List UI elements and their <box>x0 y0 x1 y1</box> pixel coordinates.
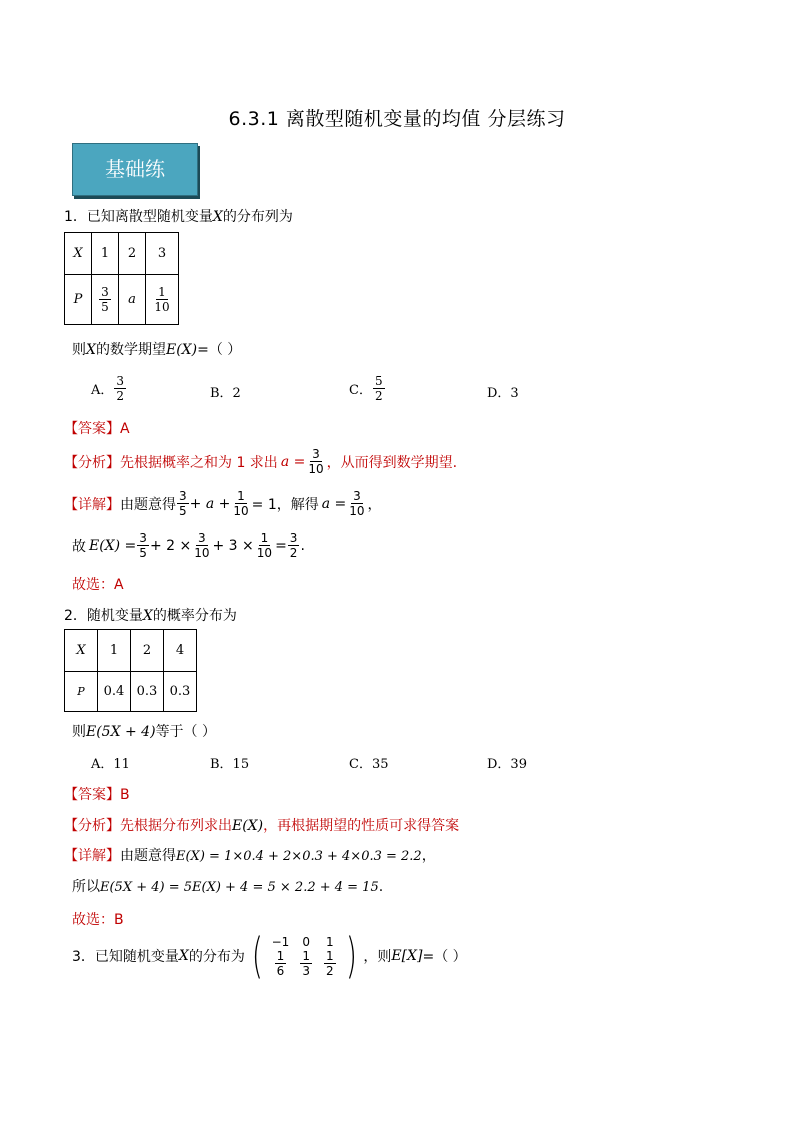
fraction <box>255 531 274 560</box>
q1-analysis <box>64 447 457 476</box>
detail-expr: a = <box>321 495 347 512</box>
q2-table-row-x <box>65 630 197 672</box>
q3-stem <box>72 928 467 984</box>
denominator: 6 <box>276 963 285 978</box>
q1-stem-var: X <box>212 209 223 225</box>
denominator: 10 <box>308 462 324 476</box>
detail-expr: E(X) = 1×0.4 + 2×0.3 + 4×0.3 = 2.2 <box>176 849 422 864</box>
calc-end: . <box>300 537 305 554</box>
q2-cell-p3: 0.3 <box>164 672 197 712</box>
fraction <box>288 531 300 560</box>
denominator: 2 <box>325 963 334 978</box>
matrix-row-values <box>267 935 342 949</box>
q2-stem-prefix: 2．随机变量 <box>64 608 143 624</box>
q1-table-row-p <box>65 275 179 325</box>
numerator: 3 <box>198 531 206 545</box>
q2-option-c[interactable]: C．35 <box>349 757 389 772</box>
left-paren: ( <box>251 928 263 984</box>
fraction <box>192 531 211 560</box>
calc-expr: = <box>275 537 287 554</box>
matrix-cell <box>294 949 318 978</box>
matrix-cell: −1 <box>271 934 290 949</box>
analysis-suffix: ，再根据期望的性质可求得答案 <box>263 818 460 834</box>
q1-ask-mid: 的数学期望 <box>95 342 166 358</box>
detail-text: 由题意得 <box>120 496 176 513</box>
q3-stem-suffix: =（ ） <box>422 949 467 965</box>
numerator: 3 <box>179 489 187 503</box>
q1-answer <box>64 418 130 438</box>
q1-option-b[interactable]: B．2 <box>210 386 241 401</box>
option-label: C． <box>349 383 372 398</box>
calc-expr: E(5X + 4) = 5E(X) + 4 = 5 × 2.2 + 4 = 15 <box>100 880 379 895</box>
fraction <box>177 489 189 518</box>
q2-cell-x3: 4 <box>164 630 197 672</box>
q2-ask-suffix: 等于（ ） <box>155 724 217 740</box>
analysis-suffix: ，从而得到数学期望. <box>326 454 458 471</box>
numerator: 1 <box>237 489 245 503</box>
fraction <box>347 489 366 518</box>
q2-ask-expr: E(5X + 4) <box>86 724 156 740</box>
q1-cell-x2: 2 <box>119 233 146 275</box>
q2-cell-p: P <box>65 672 98 712</box>
q1-ask-var: X <box>86 342 96 358</box>
q1-option-a[interactable] <box>91 374 127 403</box>
q2-stem <box>64 605 237 625</box>
detail-expr: = 1，解得 <box>251 496 319 513</box>
denominator: 5 <box>139 546 147 560</box>
analysis-text: 先根据概率之和为 1 求出 <box>120 454 278 471</box>
answer-value: A <box>120 421 130 437</box>
q1-choose: 故选：A <box>72 577 124 593</box>
q2-calc <box>72 876 383 896</box>
denominator: 10 <box>154 300 170 314</box>
fraction <box>373 374 385 403</box>
detail-text: 由题意得 <box>120 848 176 864</box>
q2-option-b[interactable]: B．15 <box>210 757 250 772</box>
q1-ask-expr: E(X) <box>165 342 198 358</box>
page-title: 6.3.1 离散型随机变量的均值 分层练习 <box>228 108 566 130</box>
q3-stem-after: ，则 <box>363 949 392 965</box>
denominator: 2 <box>289 546 298 560</box>
calc-prefix: 所以 <box>72 879 100 895</box>
calc-prefix: 故 <box>72 538 86 555</box>
q1-cell-p2: a <box>119 275 146 325</box>
q1-cell-p: P <box>65 275 92 325</box>
section-banner: 基础练 <box>72 143 198 196</box>
detail-tag: 【详解】 <box>64 848 120 864</box>
q2-cell-p2: 0.3 <box>131 672 164 712</box>
denominator: 10 <box>349 504 365 518</box>
numerator: 3 <box>353 489 361 503</box>
matrix-cell <box>267 949 295 978</box>
matrix-cell: 0 <box>302 934 310 949</box>
fraction <box>231 489 250 518</box>
q2-answer <box>64 784 130 804</box>
fraction <box>152 285 171 314</box>
calc-expr: E(X) = <box>89 537 137 554</box>
analysis-text: 先根据分布列求出 <box>120 818 232 834</box>
numerator: 5 <box>374 374 383 388</box>
fraction <box>306 447 325 476</box>
q1-cell-x3: 3 <box>146 233 179 275</box>
q1-cell-x1: 1 <box>92 233 119 275</box>
denominator: 10 <box>194 546 210 560</box>
q1-ask-suffix: =（ ） <box>197 342 242 358</box>
fraction <box>114 374 126 403</box>
analysis-expr: a = <box>280 453 306 470</box>
q3-stem-expr: E[X] <box>391 948 423 964</box>
q3-stem-mid: 的分布为 <box>188 949 245 965</box>
q3-stem-prefix: 3．已知随机变量 <box>72 949 179 965</box>
q2-option-d[interactable]: D．39 <box>487 757 527 772</box>
q1-cell-p1 <box>92 275 119 325</box>
q2-stem-suffix: 的概率分布为 <box>152 608 237 624</box>
right-paren: ) <box>345 928 357 984</box>
answer-tag: 【答案】 <box>64 421 120 437</box>
numerator: 3 <box>139 531 147 545</box>
matrix-cell: 1 <box>325 934 334 949</box>
q1-stem-prefix: 1．已知离散型随机变量 <box>64 209 213 225</box>
q1-option-c[interactable] <box>349 374 386 403</box>
q2-ask <box>72 721 216 741</box>
q3-stem-var: X <box>178 948 189 964</box>
q2-cell-x1: 1 <box>98 630 131 672</box>
denominator: 5 <box>179 504 187 518</box>
q1-cell-p3 <box>146 275 179 325</box>
q2-analysis <box>64 815 459 835</box>
numerator: 1 <box>260 531 269 545</box>
q2-option-a[interactable]: A．11 <box>91 757 130 772</box>
denominator: 3 <box>302 963 310 978</box>
numerator: 3 <box>312 447 320 461</box>
numerator: 1 <box>302 948 310 963</box>
q2-cell-x: X <box>65 630 98 672</box>
fraction <box>324 949 336 978</box>
fraction <box>300 949 312 978</box>
q1-option-d[interactable]: D．3 <box>487 386 519 401</box>
denominator: 2 <box>374 389 383 403</box>
q2-cell-x2: 2 <box>131 630 164 672</box>
denominator: 2 <box>116 389 125 403</box>
q2-distribution-table <box>64 629 197 712</box>
calc-end: . <box>378 879 384 895</box>
q1-calc <box>72 531 305 560</box>
analysis-expr: E(X) <box>232 818 264 834</box>
numerator: 3 <box>101 285 109 299</box>
q1-detail <box>64 489 382 518</box>
denominator: 10 <box>233 504 249 518</box>
fraction <box>99 285 111 314</box>
matrix-cell <box>318 949 342 978</box>
detail-tag: 【详解】 <box>64 496 120 513</box>
denominator: 5 <box>101 300 109 314</box>
fraction <box>275 949 287 978</box>
denominator: 10 <box>256 546 273 560</box>
q2-detail <box>64 845 436 865</box>
answer-tag: 【答案】 <box>64 787 120 803</box>
q1-ask <box>72 339 241 359</box>
q2-choose: 故选：B <box>72 912 124 928</box>
analysis-tag: 【分析】 <box>64 454 120 471</box>
q2-table-row-p <box>65 672 197 712</box>
numerator: 3 <box>289 531 298 545</box>
matrix-row-probs <box>267 949 342 978</box>
q2-stem-var: X <box>142 608 153 624</box>
detail-expr: + a + <box>189 495 231 512</box>
q1-distribution-table <box>64 232 179 325</box>
numerator: 1 <box>325 948 334 963</box>
calc-expr: + 3 × <box>212 537 254 554</box>
q1-stem-suffix: 的分布列为 <box>222 209 293 225</box>
option-label: A． <box>91 383 114 398</box>
q1-table-row-x <box>65 233 179 275</box>
detail-end: ， <box>421 848 436 864</box>
numerator: 3 <box>116 374 125 388</box>
q2-cell-p1: 0.4 <box>98 672 131 712</box>
fraction <box>137 531 149 560</box>
q1-cell-x: X <box>65 233 92 275</box>
matrix-body <box>267 935 342 978</box>
analysis-tag: 【分析】 <box>64 818 120 834</box>
detail-end: ， <box>367 496 382 513</box>
q1-stem <box>64 206 293 226</box>
answer-value: B <box>120 787 130 803</box>
calc-expr: + 2 × <box>149 537 192 554</box>
q3-distribution-matrix <box>248 928 360 984</box>
numerator: 1 <box>158 285 166 299</box>
q2-ask-prefix: 则 <box>72 724 86 740</box>
q1-ask-prefix: 则 <box>72 342 86 358</box>
numerator: 1 <box>276 948 285 963</box>
